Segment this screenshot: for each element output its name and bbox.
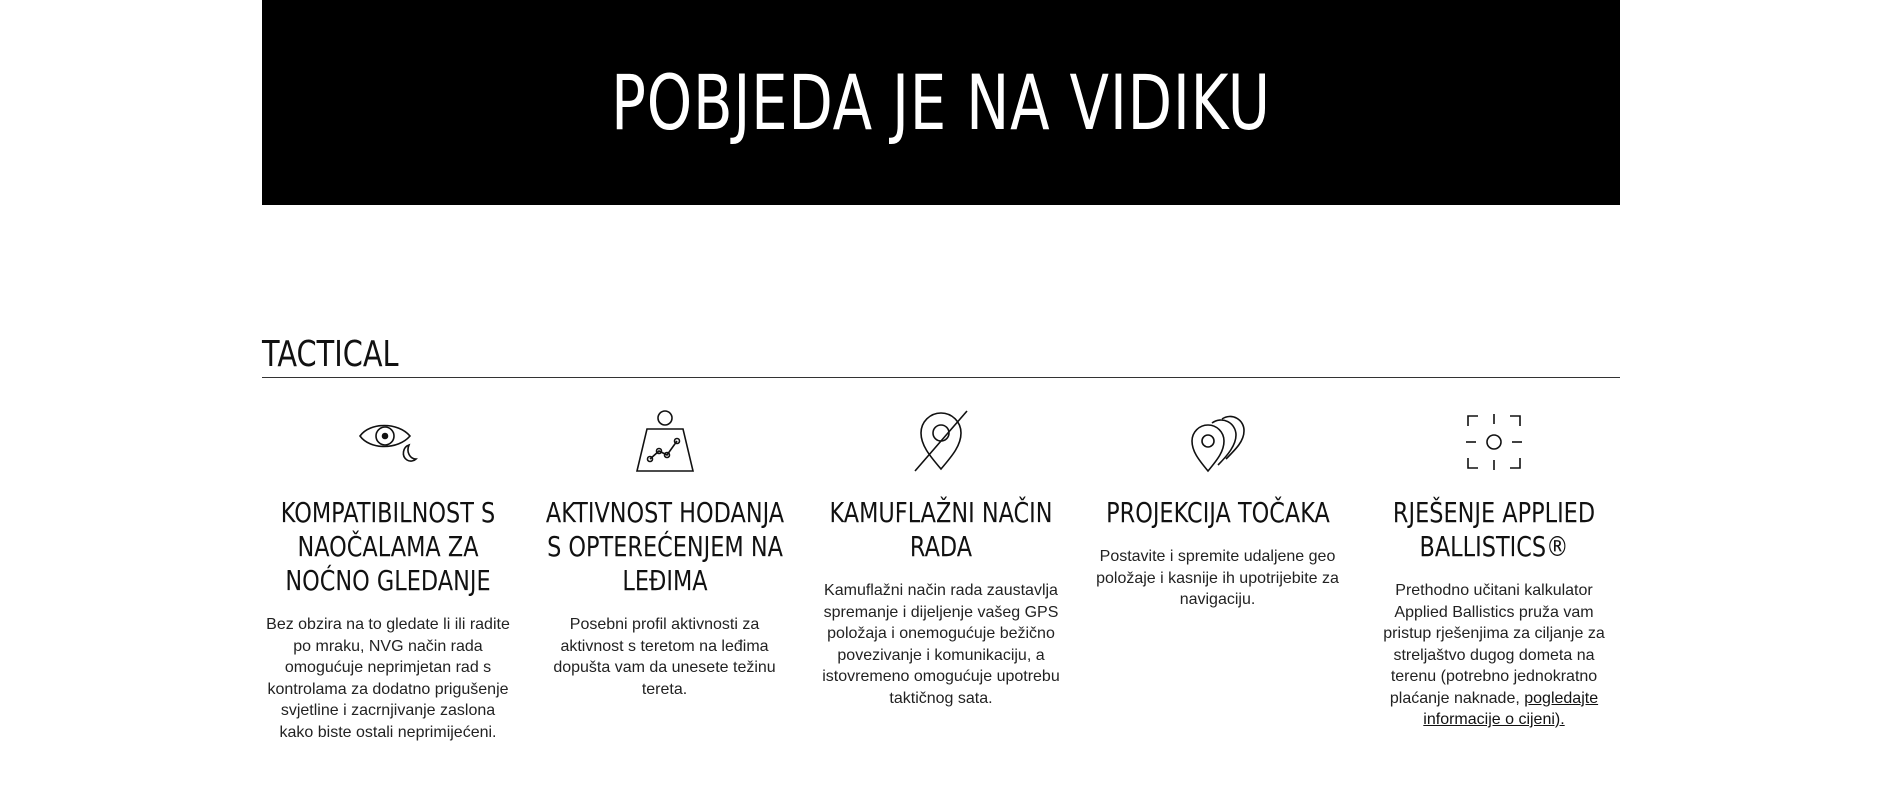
hero-banner [262, 0, 1620, 205]
weighted-backpack-activity-icon [629, 406, 701, 478]
multiple-map-pins-icon [1182, 406, 1254, 478]
section-title: TACTICAL [262, 334, 399, 375]
night-vision-eye-moon-icon [352, 406, 424, 478]
feature-applied-ballistics [1368, 406, 1620, 743]
feature-description [1369, 580, 1619, 731]
feature-description: Posebni profil aktivnosti za aktivnost s teretom na leđima dopušta vam da unesete težinu tereta. [553, 616, 776, 698]
feature-title: AKTIVNOST HODANJA S OPTEREĆENJEM NA LEĐIMA [545, 496, 784, 597]
pricing-info-link[interactable]: pogledajte informacije o cijeni). [1423, 689, 1599, 728]
feature-stealth-mode [815, 406, 1067, 743]
feature-waypoint-projection [1092, 406, 1344, 743]
feature-ruck-activity [539, 406, 791, 743]
location-off-icon [905, 406, 977, 478]
feature-description-text: Prethodno učitani kalkulator Applied Ballistics pruža vam pristup rješenjima za ciljanje za streljaštvo dugog dometa na terenu (potrebno jednokratno plaćanje naknade, [1383, 582, 1605, 707]
feature-title: RJEŠENJE APPLIED BALLISTICS® [1392, 496, 1596, 563]
feature-night-vision [262, 406, 514, 743]
feature-description: Kamuflažni način rada zaustavlja spremanje i dijeljenje vašeg GPS položaja i onemogućuje bežično povezivanje i komunikaciju, a istovremeno omogućuje upotrebu taktičnog sata. [822, 582, 1060, 707]
feature-title: KAMUFLAŽNI NAČIN RADA [829, 496, 1053, 563]
feature-description: Postavite i spremite udaljene geo položaje i kasnije ih upotrijebite za navigaciju. [1096, 548, 1339, 608]
section-divider [262, 377, 1620, 378]
crosshair-target-icon [1458, 406, 1530, 478]
feature-list [262, 406, 1620, 743]
hero-title: POBJEDA JE NA VIDIKU [611, 58, 1271, 147]
feature-title: KOMPATIBILNOST S NAOČALAMA ZA NOĆNO GLEDANJE [280, 496, 496, 597]
feature-title: PROJEKCIJA TOČAKA [1105, 496, 1330, 529]
feature-description: Bez obzira na to gledate li ili radite po mraku, NVG način rada omogućuje neprimjetan rad s kontrolama za dodatno prigušenje svjetline i zacrnjivanje zaslona kako biste ostali neprimijećeni. [266, 616, 510, 741]
